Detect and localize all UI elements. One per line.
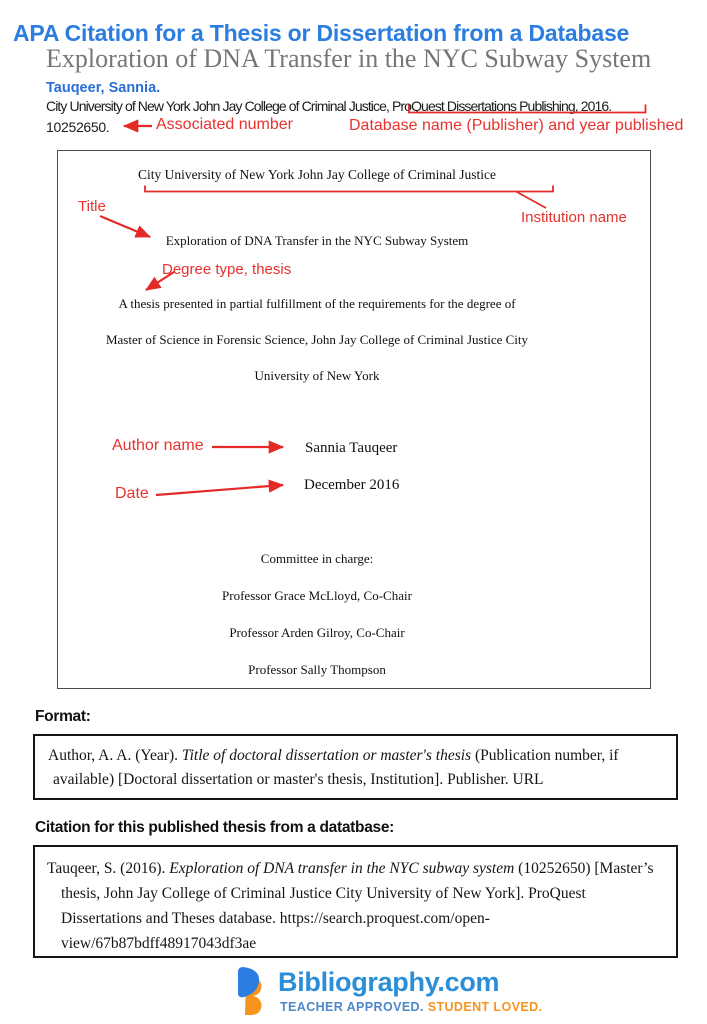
thesis-institution: City University of New York John Jay College of Criminal Justice: [137, 167, 497, 182]
citation-example-text: [35, 847, 676, 956]
annotation-associated-number: Associated number: [156, 116, 293, 133]
tagline-teacher: TEACHER APPROVED.: [280, 1000, 424, 1014]
citation-heading: Citation for this published thesis from a datatbase:: [35, 819, 395, 836]
annotation-title: Title: [78, 198, 106, 215]
source-author: Tauqeer, Sannia.: [46, 80, 161, 96]
citation-post: (10252650) [Master’s thesis, John Jay College of Criminal Justice City University of New York]. ProQuest Dissertations and Theses database. https://search.proquest.com/open-view/67b87bdff48917043df3ae: [61, 860, 654, 952]
citation-example-box: [33, 845, 678, 958]
citation-pre: Tauqeer, S. (2016).: [47, 860, 170, 877]
annotation-institution: Institution name: [521, 209, 627, 226]
format-pre: Author, A. A. (Year).: [48, 747, 182, 764]
annotation-author-name: Author name: [112, 437, 204, 454]
thesis-degree-line-2: Master of Science in Forensic Science, John Jay College of Criminal Justice City: [105, 332, 529, 347]
tagline-student: STUDENT LOVED.: [427, 1000, 543, 1014]
format-heading: Format:: [35, 708, 91, 725]
annotation-date: Date: [115, 485, 149, 502]
institution-text: City University of New York John Jay College of Criminal Justice,: [46, 98, 392, 114]
committee-member: Professor Arden Gilroy, Co-Chair: [229, 625, 405, 640]
brand-name: Bibliography.com: [278, 967, 500, 997]
format-rule-text: [35, 736, 676, 792]
thesis-date: December 2016: [304, 477, 400, 493]
committee-member: Professor Sally Thompson: [248, 662, 386, 677]
format-italic-title: Title of doctoral dissertation or master's thesis: [181, 747, 472, 764]
bibliography-logo: [232, 965, 272, 1019]
committee-heading: Committee in charge:: [260, 551, 374, 566]
citation-italic-title: Exploration of DNA transfer in the NYC subway system: [169, 860, 515, 877]
associated-number-value: 10252650.: [46, 119, 110, 135]
committee-member: Professor Grace McLloyd, Co-Chair: [222, 588, 412, 603]
thesis-title: Exploration of DNA Transfer in the NYC Subway System: [165, 233, 469, 248]
database-publisher-highlight: ProQuest Dissertations Publishing, 2016.: [391, 98, 612, 114]
brand-tagline: [280, 1000, 542, 1014]
thesis-title-page: [57, 150, 651, 689]
thesis-degree-line-1: A thesis presented in partial fulfillment of the requirements for the degree of: [118, 296, 516, 311]
format-post: (Publication number, if available) [Doctoral dissertation or master's thesis, Institution]. Publisher. URL: [53, 747, 619, 788]
annotation-database-name: Database name (Publisher) and year published: [349, 117, 684, 134]
source-document-title: Exploration of DNA Transfer in the NYC Subway System: [46, 44, 652, 73]
source-publication-line: [46, 98, 611, 114]
page-title: APA Citation for a Thesis or Dissertation from a Database: [13, 20, 630, 47]
format-rule-box: [33, 734, 678, 800]
thesis-author: Sannia Tauqeer: [305, 440, 398, 456]
thesis-degree-line-3: University of New York: [254, 368, 380, 383]
annotation-degree-type: Degree type, thesis: [162, 261, 292, 278]
